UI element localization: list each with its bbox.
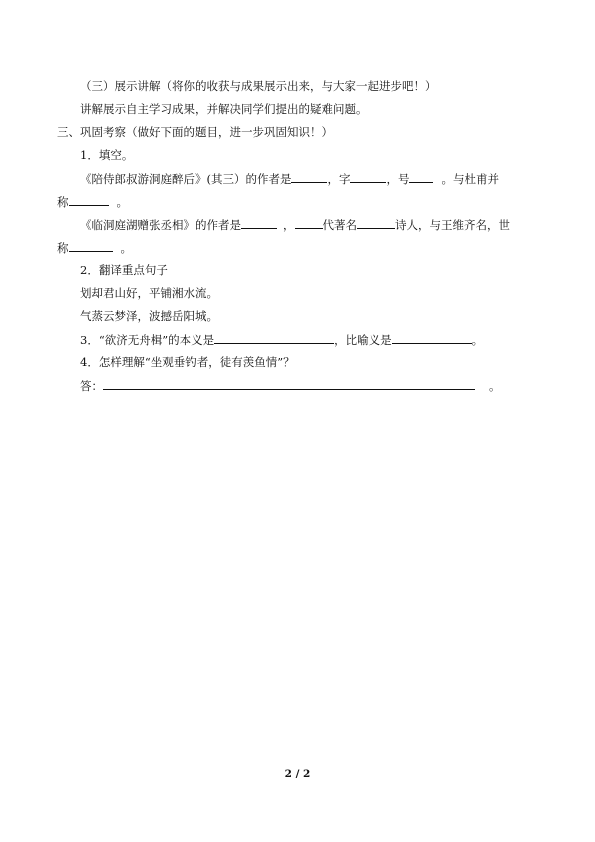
question-2-sentence-2: 气蒸云梦泽，波撼岳阳城。 [80,309,218,323]
question-4-answer [80,378,501,394]
section-display-heading: （三）展示讲解（将你的收获与成果展示出来，与大家一起进步吧！） [80,79,437,93]
literal-meaning-blank[interactable] [214,332,334,344]
question-1-label: 1．填空。 [80,148,134,162]
q1-item2-cont-end: 。 [120,241,132,255]
answer-blank[interactable] [103,378,475,390]
q1-item1-text-a: 《陪侍郎叔游洞庭醉后》(其三）的作者是 [80,172,292,186]
section-display-body: 讲解展示自主学习成果，并解决同学们提出的疑难问题。 [80,102,368,116]
q1-item2-text-a: 《临洞庭湖赠张丞相》的作者是 [80,218,241,232]
figurative-meaning-blank[interactable] [392,332,472,344]
page-number: 2 / 2 [284,768,311,780]
courtesy-name-blank[interactable] [350,171,386,183]
joint-title-blank[interactable] [69,194,109,206]
joint-title-2-blank[interactable] [69,240,113,252]
dynasty-blank[interactable] [295,217,323,229]
q1-item1-sep-2: ，号 [386,172,410,186]
author-blank[interactable] [291,171,327,183]
answer-prefix: 答： [80,379,103,393]
q1-item1-text-b: 。与杜甫并 [441,172,499,186]
q1-item2-sep-1: ， [283,218,295,232]
author-2-blank[interactable] [241,217,277,229]
question-1-item-2 [80,217,510,233]
question-1-item-2-cont [57,240,132,256]
question-1-item-1 [80,171,499,187]
q3-mid: ，比喻义是 [334,333,392,347]
q1-item1-sep-1: ，字 [327,172,351,186]
question-3 [80,332,483,348]
pseudonym-blank[interactable] [409,171,433,183]
section-consolidate-heading: 三、巩固考察（做好下面的题目，进一步巩固知识！） [57,125,333,139]
q1-item2-sep-2: 代著名 [322,218,357,232]
q3-end: 。 [471,333,484,347]
q3-prefix: 3．“欲济无舟楫”的本义是 [80,333,215,347]
question-1-item-1-cont [57,194,128,210]
q1-item2-text-b: 诗人，与王维齐名，世 [395,218,510,232]
question-4-label: 4．怎样理解“坐观垂钓者，徒有羡鱼情”？ [80,355,295,369]
q1-item2-cont-text: 称 [57,241,69,255]
question-2-sentence-1: 划却君山好，平铺湘水流。 [80,286,218,300]
poetry-school-blank[interactable] [357,217,395,229]
q1-item1-cont-text: 称 [57,195,69,209]
question-2-label: 2．翻译重点句子 [80,263,168,277]
answer-end: 。 [489,379,501,393]
q1-item1-cont-end: 。 [116,195,128,209]
